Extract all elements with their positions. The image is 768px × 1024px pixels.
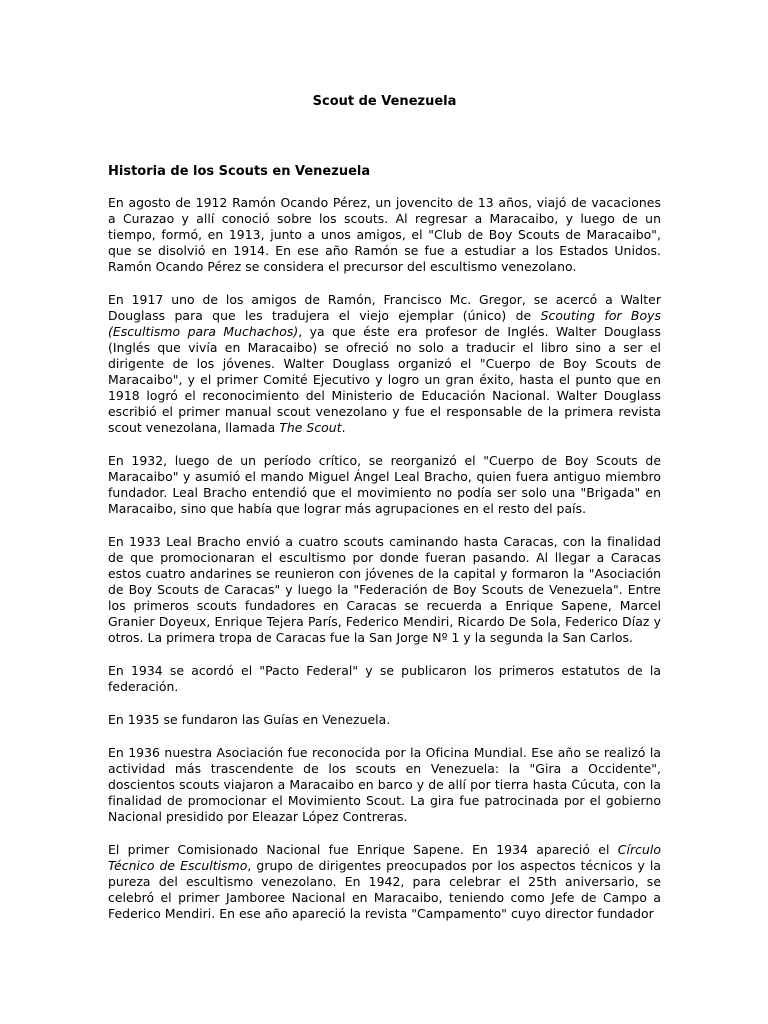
paragraph-comisionado bbox=[108, 842, 661, 922]
text-segment: El primer Comisionado Nacional fue Enrique Sapene. En 1934 apareció el bbox=[108, 842, 618, 857]
paragraph-1935 bbox=[108, 712, 661, 728]
document-title: Scout de Venezuela bbox=[312, 94, 457, 109]
group-name: Círculo Técnico de Escultismo bbox=[108, 842, 661, 873]
text-segment: En 1935 se fundaron las Guías en Venezuela. bbox=[108, 712, 391, 727]
paragraph-1912 bbox=[108, 195, 661, 275]
text-segment: . bbox=[341, 420, 346, 435]
paragraph-1933 bbox=[108, 534, 661, 646]
paragraph-1932 bbox=[108, 453, 661, 517]
text-segment: En 1936 nuestra Asociación fue reconocida por la Oficina Mundial. Ese año se realizó la actividad más trascendente de los scouts en Venezuela: la "Gira a Occidente", doscientos scouts viajaron a Maracaibo en barco y de allí por tierra hasta Cúcuta, con la finalidad de promocionar el Movimiento Scout. La gira fue patrocinada por el gobierno Nacional presidido por Eleazar López Contreras. bbox=[108, 745, 661, 824]
paragraph-1917 bbox=[108, 292, 661, 436]
paragraph-1936 bbox=[108, 745, 661, 825]
magazine-title: The Scout bbox=[279, 420, 342, 435]
text-segment: En 1932, luego de un período crítico, se reorganizó el "Cuerpo de Boy Scouts de Maracaibo" y asumió el mando Miguel Ángel Leal Bracho, quien fuera antiguo miembro fundador. Leal Bracho entendió que el movimiento no podía ser solo una "Brigada" en Maracaibo, sino que había que lograr más agrupaciones en el resto del país. bbox=[108, 453, 661, 516]
text-segment: En 1917 uno de los amigos de Ramón, Francisco Mc. Gregor, se acercó a Walter Douglass para que les tradujera el viejo ejemplar (único) de bbox=[108, 292, 661, 323]
text-segment: , ya que éste era profesor de Inglés. Walter Douglass (Inglés que vivía en Maracaibo) se ofreció no solo a traducir el libro sino a ser el dirigente de los jóvenes. Walter Douglass organizó el "Cuerpo de Boy Scouts de Maracaibo", y el primer Comité Ejecutivo y logro un gran éxito, hasta el punto que en 1918 logró el reconocimiento del Ministerio de Educación Nacional. Walter Douglass escribió el primer manual scout venezolano y fue el responsable de la primera revista scout venezolana, llamada bbox=[108, 324, 662, 435]
document-page bbox=[108, 86, 661, 922]
text-segment: , grupo de dirigentes preocupados por los aspectos técnicos y la pureza del escultismo venezolano. En 1942, para celebrar el 25th aniversario, se celebró el primer Jamboree Nacional en Maracaibo, teniendo como Jefe de Campo a Federico Mendiri. En ese año apareció la revista "Campamento" cuyo director fundador bbox=[108, 858, 661, 921]
section-heading: Historia de los Scouts en Venezuela bbox=[108, 164, 371, 179]
text-segment: En 1934 se acordó el "Pacto Federal" y se publicaron los primeros estatutos de la federación. bbox=[108, 663, 661, 694]
text-segment: En agosto de 1912 Ramón Ocando Pérez, un jovencito de 13 años, viajó de vacaciones a Curazao y allí conoció sobre los scouts. Al regresar a Maracaibo, y luego de un tiempo, formó, en 1913, junto a unos amigos, el "Club de Boy Scouts de Maracaibo", que se disolvió en 1914. En ese año Ramón se fue a estudiar a los Estados Unidos. Ramón Ocando Pérez se considera el precursor del escultismo venezolano. bbox=[108, 195, 661, 274]
paragraph-1934 bbox=[108, 663, 661, 695]
book-title: Scouting for Boys (Escultismo para Muchachos) bbox=[108, 308, 662, 339]
text-segment: En 1933 Leal Bracho envió a cuatro scouts caminando hasta Caracas, con la finalidad de que promocionaran el escultismo por donde fueran pasando. Al llegar a Caracas estos cuatro andarines se reunieron con jóvenes de la capital y formaron la "Asociación de Boy Scouts de Caracas" y luego la "Federación de Boy Scouts de Venezuela". Entre los primeros scouts fundadores en Caracas se recuerda a Enrique Sapene, Marcel Granier Doyeux, Enrique Tejera París, Federico Mendiri, Ricardo De Sola, Federico Díaz y otros. La primera tropa de Caracas fue la San Jorge Nº 1 y la segunda la San Carlos. bbox=[108, 534, 661, 645]
